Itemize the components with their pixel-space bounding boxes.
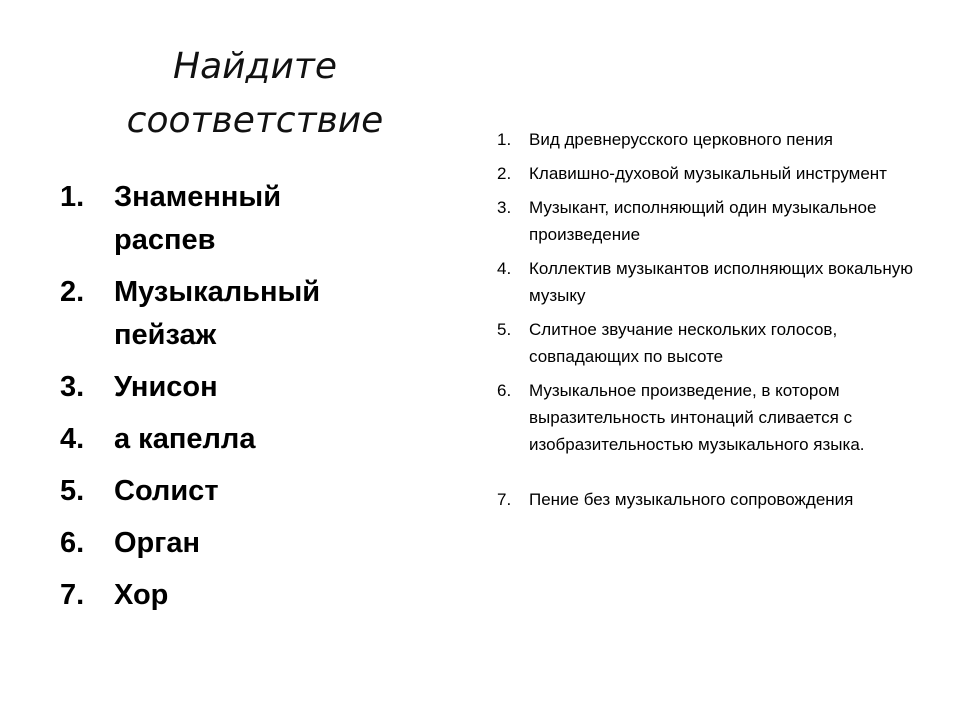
term-text: Музыкальный пейзаж bbox=[114, 276, 321, 351]
term-number: 1. bbox=[60, 181, 85, 213]
title-line-1: Найдите bbox=[173, 46, 337, 87]
term-text: Солист bbox=[114, 475, 219, 507]
term-text: Унисон bbox=[114, 371, 218, 403]
definition-item bbox=[497, 316, 917, 370]
definition-number: 2. bbox=[497, 164, 512, 183]
definition-text: Музыкальное произведение, в котором выразительность интонаций сливается с изобразительностью музыкального языка. bbox=[529, 381, 865, 454]
terms-list bbox=[60, 176, 440, 626]
definitions-list bbox=[497, 126, 917, 520]
definition-item bbox=[497, 126, 917, 153]
definition-item bbox=[497, 486, 917, 513]
term-number: 2. bbox=[60, 276, 85, 308]
term-item bbox=[60, 470, 440, 513]
definition-number: 4. bbox=[497, 259, 512, 278]
definition-number: 5. bbox=[497, 320, 512, 339]
term-number: 5. bbox=[60, 475, 85, 507]
definition-number: 6. bbox=[497, 381, 512, 400]
definition-text: Слитное звучание нескольких голосов, совпадающих по высоте bbox=[529, 320, 838, 366]
definition-text: Пение без музыкального сопровождения bbox=[529, 490, 854, 509]
term-number: 4. bbox=[60, 423, 85, 455]
term-number: 3. bbox=[60, 371, 85, 403]
definition-item bbox=[497, 377, 917, 458]
term-text: а капелла bbox=[114, 423, 256, 455]
term-text: Хор bbox=[114, 579, 169, 611]
title-line-2: соответствие bbox=[126, 100, 384, 141]
term-item bbox=[60, 522, 440, 565]
term-item bbox=[60, 176, 440, 262]
definition-text: Клавишно-духовой музыкальный инструмент bbox=[529, 164, 887, 183]
term-number: 6. bbox=[60, 527, 85, 559]
term-text: Орган bbox=[114, 527, 200, 559]
term-item bbox=[60, 366, 440, 409]
definition-number: 3. bbox=[497, 198, 512, 217]
term-item bbox=[60, 418, 440, 461]
definition-item bbox=[497, 255, 917, 309]
slide-title bbox=[90, 40, 420, 148]
definition-text: Коллектив музыкантов исполняющих вокальную музыку bbox=[529, 259, 914, 305]
definition-item bbox=[497, 160, 917, 187]
definition-item bbox=[497, 194, 917, 248]
term-item bbox=[60, 574, 440, 617]
definition-number: 7. bbox=[497, 490, 512, 509]
definition-text: Музыкант, исполняющий один музыкальное произведение bbox=[529, 198, 877, 244]
definition-text: Вид древнерусского церковного пения bbox=[529, 130, 834, 149]
definition-number: 1. bbox=[497, 130, 512, 149]
term-item bbox=[60, 271, 440, 357]
term-number: 7. bbox=[60, 579, 85, 611]
term-text: Знаменный распев bbox=[114, 181, 282, 256]
